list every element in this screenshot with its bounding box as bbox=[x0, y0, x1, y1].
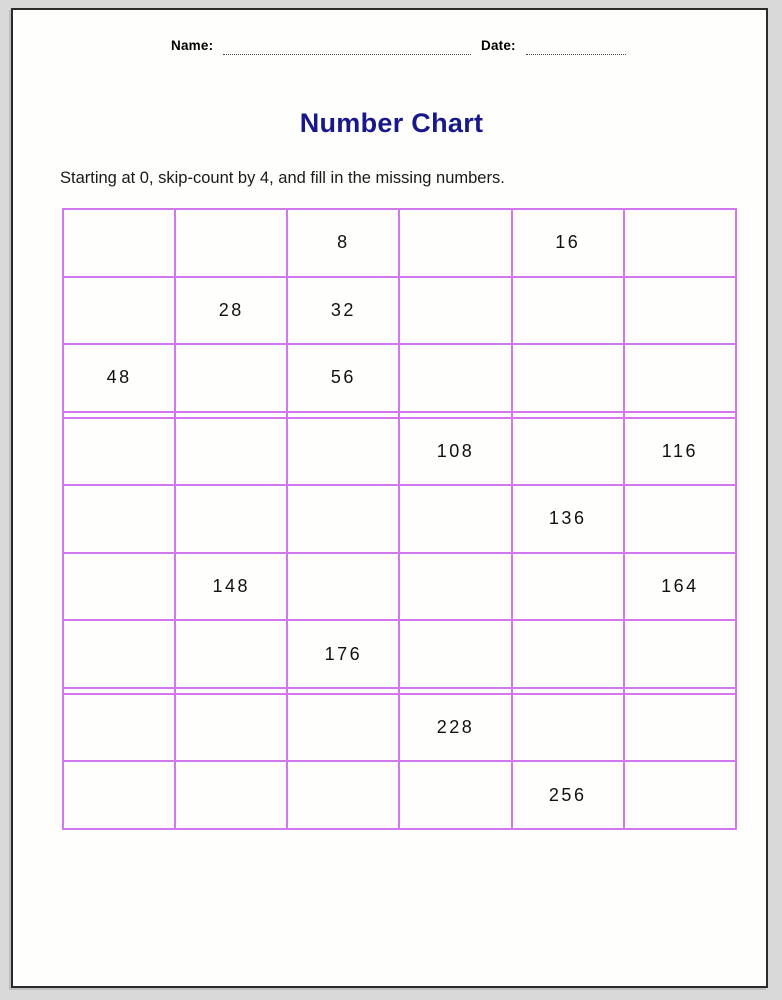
page-title: Number Chart bbox=[299, 108, 484, 138]
number-cell-filled[interactable]: 164 bbox=[624, 553, 736, 621]
number-cell-blank[interactable] bbox=[624, 694, 736, 762]
number-cell-filled[interactable]: 116 bbox=[624, 418, 736, 486]
number-cell-blank[interactable] bbox=[63, 694, 175, 762]
number-cell-blank[interactable] bbox=[512, 418, 624, 486]
number-cell-filled[interactable]: 28 bbox=[175, 277, 287, 345]
number-cell-blank[interactable] bbox=[287, 485, 399, 553]
number-cell-blank[interactable] bbox=[624, 277, 736, 345]
number-cell-blank[interactable] bbox=[624, 485, 736, 553]
number-cell-blank[interactable] bbox=[399, 620, 511, 688]
number-cell-blank[interactable] bbox=[512, 620, 624, 688]
number-cell-blank[interactable] bbox=[287, 694, 399, 762]
number-cell-blank[interactable] bbox=[175, 620, 287, 688]
number-grid-row bbox=[63, 553, 736, 621]
number-cell-blank[interactable] bbox=[512, 277, 624, 345]
number-cell-blank[interactable] bbox=[175, 209, 287, 277]
number-cell-filled[interactable]: 16 bbox=[512, 209, 624, 277]
number-cell-blank[interactable] bbox=[399, 553, 511, 621]
number-cell-filled[interactable]: 32 bbox=[287, 277, 399, 345]
number-cell-blank[interactable] bbox=[175, 344, 287, 412]
number-cell-blank[interactable] bbox=[63, 485, 175, 553]
number-cell-blank[interactable] bbox=[175, 485, 287, 553]
number-cell-blank[interactable] bbox=[287, 418, 399, 486]
number-cell-filled[interactable]: 8 bbox=[287, 209, 399, 277]
number-cell-filled[interactable]: 48 bbox=[63, 344, 175, 412]
number-cell-blank[interactable] bbox=[399, 209, 511, 277]
number-cell-filled[interactable]: 56 bbox=[287, 344, 399, 412]
worksheet-page bbox=[11, 8, 768, 988]
number-grid-row bbox=[63, 620, 736, 688]
number-cell-blank[interactable] bbox=[287, 553, 399, 621]
number-cell-filled[interactable]: 108 bbox=[399, 418, 511, 486]
number-cell-blank[interactable] bbox=[175, 418, 287, 486]
number-cell-filled[interactable]: 228 bbox=[399, 694, 511, 762]
number-cell-blank[interactable] bbox=[512, 553, 624, 621]
number-cell-blank[interactable] bbox=[63, 761, 175, 829]
number-grid-row bbox=[63, 277, 736, 345]
date-label: Date: bbox=[481, 38, 516, 53]
number-grid-row bbox=[63, 761, 736, 829]
number-cell-blank[interactable] bbox=[512, 694, 624, 762]
number-grid-row bbox=[63, 418, 736, 486]
number-cell-blank[interactable] bbox=[175, 761, 287, 829]
name-label: Name: bbox=[171, 38, 214, 53]
number-cell-filled[interactable]: 256 bbox=[512, 761, 624, 829]
number-grid-body bbox=[63, 209, 736, 829]
number-cell-blank[interactable] bbox=[624, 344, 736, 412]
number-grid-row bbox=[63, 209, 736, 277]
number-cell-blank[interactable] bbox=[512, 344, 624, 412]
number-cell-blank[interactable] bbox=[399, 761, 511, 829]
number-cell-filled[interactable]: 148 bbox=[175, 553, 287, 621]
number-cell-blank[interactable] bbox=[624, 761, 736, 829]
date-write-line[interactable] bbox=[526, 54, 626, 55]
number-cell-blank[interactable] bbox=[399, 485, 511, 553]
number-cell-filled[interactable]: 136 bbox=[512, 485, 624, 553]
number-grid-table bbox=[62, 208, 737, 830]
number-cell-blank[interactable] bbox=[287, 761, 399, 829]
number-grid-row bbox=[63, 694, 736, 762]
number-cell-blank[interactable] bbox=[63, 620, 175, 688]
name-write-line[interactable] bbox=[223, 54, 471, 55]
number-cell-blank[interactable] bbox=[399, 344, 511, 412]
number-cell-blank[interactable] bbox=[63, 209, 175, 277]
name-date-header bbox=[13, 36, 770, 58]
number-cell-blank[interactable] bbox=[63, 418, 175, 486]
number-cell-blank[interactable] bbox=[63, 553, 175, 621]
number-cell-blank[interactable] bbox=[624, 620, 736, 688]
number-grid-row bbox=[63, 344, 736, 412]
number-grid-row bbox=[63, 485, 736, 553]
number-cell-blank[interactable] bbox=[624, 209, 736, 277]
number-cell-blank[interactable] bbox=[175, 694, 287, 762]
number-cell-blank[interactable] bbox=[63, 277, 175, 345]
number-cell-blank[interactable] bbox=[399, 277, 511, 345]
number-chart-grid bbox=[62, 208, 737, 830]
number-cell-filled[interactable]: 176 bbox=[287, 620, 399, 688]
instructions-text: Starting at 0, skip-count by 4, and fill in the missing numbers. bbox=[60, 169, 505, 187]
